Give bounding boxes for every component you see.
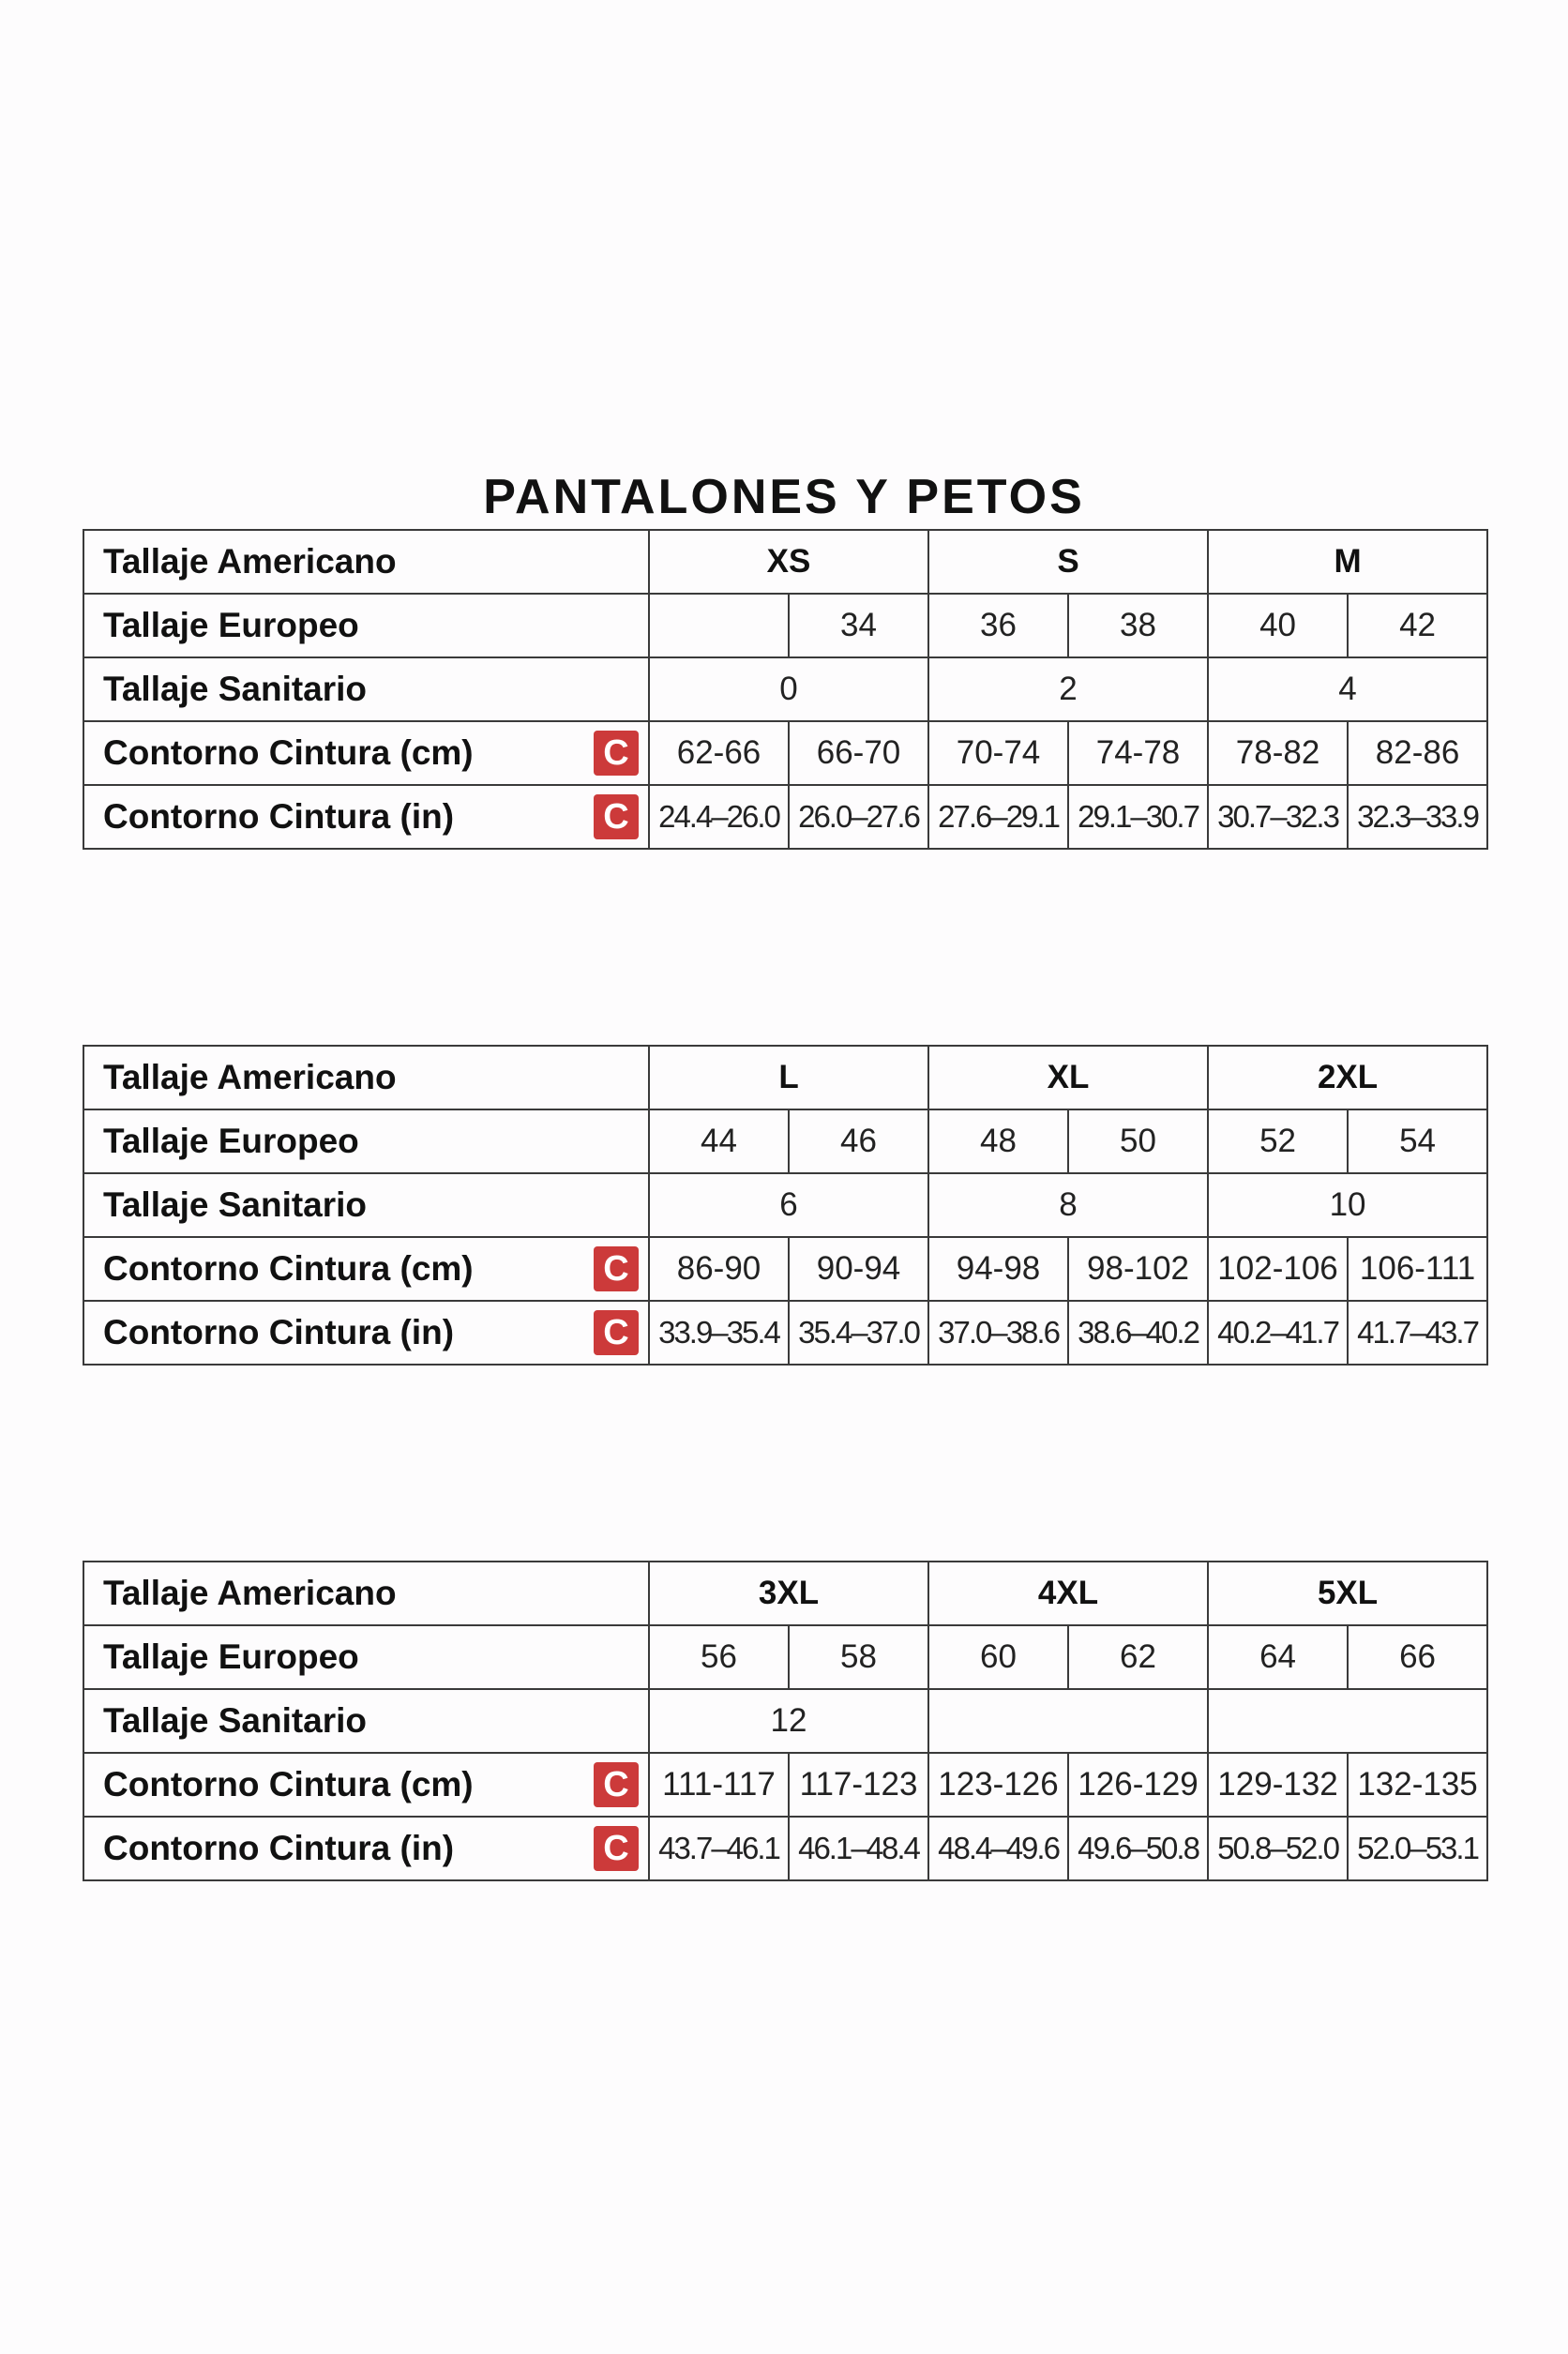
row-waist-cm [83,721,1487,785]
cell-american-size: L [649,1046,928,1109]
cell-european-size: 52 [1208,1109,1348,1173]
cell-waist-in: 52.0–53.1 [1348,1817,1487,1880]
row-label-american: Tallaje Americano [83,1562,649,1625]
cell-european-size [649,594,789,657]
size-table-1 [83,529,1488,850]
row-american [83,1046,1487,1109]
c-badge-icon: C [594,1762,639,1807]
c-badge-icon: C [594,1246,639,1291]
row-label-text: Contorno Cintura (cm) [103,1249,474,1288]
row-label-waist-cm [83,1237,649,1301]
cell-sanitary-size [1208,1689,1487,1753]
cell-american-size: XL [928,1046,1208,1109]
row-label-european: Tallaje Europeo [83,1109,649,1173]
cell-european-size: 54 [1348,1109,1487,1173]
cell-sanitary-size: 0 [649,657,928,721]
row-label-waist-in [83,1817,649,1880]
c-badge-icon: C [594,794,639,839]
row-waist-cm [83,1753,1487,1817]
row-sanitary [83,657,1487,721]
cell-waist-in: 40.2–41.7 [1208,1301,1348,1365]
cell-european-size: 66 [1348,1625,1487,1689]
row-label-american: Tallaje Americano [83,530,649,594]
cell-american-size: 3XL [649,1562,928,1625]
cell-american-size: 2XL [1208,1046,1487,1109]
cell-waist-in: 48.4–49.6 [928,1817,1068,1880]
cell-waist-in: 33.9–35.4 [649,1301,789,1365]
cell-european-size: 58 [789,1625,928,1689]
row-label-sanitary: Tallaje Sanitario [83,657,649,721]
row-label-waist-cm [83,721,649,785]
row-sanitary [83,1689,1487,1753]
cell-waist-in: 32.3–33.9 [1348,785,1487,849]
cell-waist-in: 46.1–48.4 [789,1817,928,1880]
row-label-waist-in [83,785,649,849]
row-label-text: Contorno Cintura (in) [103,1829,455,1867]
cell-european-size: 46 [789,1109,928,1173]
c-badge-icon: C [594,1310,639,1355]
cell-sanitary-size: 8 [928,1173,1208,1237]
cell-european-size: 34 [789,594,928,657]
cell-european-size: 40 [1208,594,1348,657]
cell-european-size: 64 [1208,1625,1348,1689]
cell-waist-cm: 111-117 [649,1753,789,1817]
cell-waist-cm: 82-86 [1348,721,1487,785]
c-badge-icon: C [594,1826,639,1871]
cell-waist-cm: 117-123 [789,1753,928,1817]
row-label-european: Tallaje Europeo [83,594,649,657]
row-waist-in [83,1817,1487,1880]
cell-european-size: 48 [928,1109,1068,1173]
cell-waist-cm: 94-98 [928,1237,1068,1301]
cell-european-size: 38 [1068,594,1208,657]
row-european [83,594,1487,657]
cell-european-size: 42 [1348,594,1487,657]
cell-waist-cm: 106-111 [1348,1237,1487,1301]
row-label-waist-in [83,1301,649,1365]
cell-waist-cm: 90-94 [789,1237,928,1301]
cell-waist-cm: 62-66 [649,721,789,785]
cell-american-size: 4XL [928,1562,1208,1625]
cell-waist-in: 37.0–38.6 [928,1301,1068,1365]
cell-american-size: XS [649,530,928,594]
cell-waist-cm: 74-78 [1068,721,1208,785]
cell-european-size: 50 [1068,1109,1208,1173]
cell-sanitary-size [928,1689,1208,1753]
cell-waist-in: 26.0–27.6 [789,785,928,849]
row-waist-in [83,1301,1487,1365]
cell-sanitary-size: 12 [649,1689,928,1753]
cell-waist-cm: 132-135 [1348,1753,1487,1817]
page-title: PANTALONES Y PETOS [483,470,1085,524]
cell-european-size: 62 [1068,1625,1208,1689]
row-american [83,1562,1487,1625]
cell-european-size: 60 [928,1625,1068,1689]
row-label-text: Contorno Cintura (cm) [103,1765,474,1803]
cell-european-size: 44 [649,1109,789,1173]
cell-sanitary-size: 2 [928,657,1208,721]
row-label-text: Contorno Cintura (in) [103,797,455,836]
cell-waist-cm: 129-132 [1208,1753,1348,1817]
cell-waist-in: 43.7–46.1 [649,1817,789,1880]
size-table-2 [83,1045,1488,1366]
cell-waist-cm: 102-106 [1208,1237,1348,1301]
cell-waist-in: 30.7–32.3 [1208,785,1348,849]
size-table-3 [83,1561,1488,1881]
cell-european-size: 36 [928,594,1068,657]
row-label-sanitary: Tallaje Sanitario [83,1689,649,1753]
cell-waist-in: 50.8–52.0 [1208,1817,1348,1880]
cell-sanitary-size: 10 [1208,1173,1487,1237]
cell-american-size: 5XL [1208,1562,1487,1625]
cell-american-size: S [928,530,1208,594]
row-european [83,1109,1487,1173]
cell-waist-in: 29.1–30.7 [1068,785,1208,849]
row-waist-cm [83,1237,1487,1301]
cell-waist-in: 41.7–43.7 [1348,1301,1487,1365]
row-american [83,530,1487,594]
c-badge-icon: C [594,731,639,776]
row-label-american: Tallaje Americano [83,1046,649,1109]
cell-waist-in: 27.6–29.1 [928,785,1068,849]
cell-waist-cm: 66-70 [789,721,928,785]
cell-waist-cm: 70-74 [928,721,1068,785]
cell-sanitary-size: 6 [649,1173,928,1237]
row-label-text: Contorno Cintura (cm) [103,733,474,772]
cell-waist-in: 49.6–50.8 [1068,1817,1208,1880]
row-sanitary [83,1173,1487,1237]
row-label-text: Contorno Cintura (in) [103,1313,455,1351]
row-european [83,1625,1487,1689]
cell-waist-in: 38.6–40.2 [1068,1301,1208,1365]
cell-waist-cm: 86-90 [649,1237,789,1301]
cell-sanitary-size: 4 [1208,657,1487,721]
row-label-sanitary: Tallaje Sanitario [83,1173,649,1237]
cell-european-size: 56 [649,1625,789,1689]
cell-waist-in: 35.4–37.0 [789,1301,928,1365]
cell-waist-cm: 123-126 [928,1753,1068,1817]
cell-waist-cm: 78-82 [1208,721,1348,785]
cell-waist-in: 24.4–26.0 [649,785,789,849]
row-waist-in [83,785,1487,849]
row-label-european: Tallaje Europeo [83,1625,649,1689]
cell-waist-cm: 126-129 [1068,1753,1208,1817]
row-label-waist-cm [83,1753,649,1817]
cell-waist-cm: 98-102 [1068,1237,1208,1301]
cell-american-size: M [1208,530,1487,594]
